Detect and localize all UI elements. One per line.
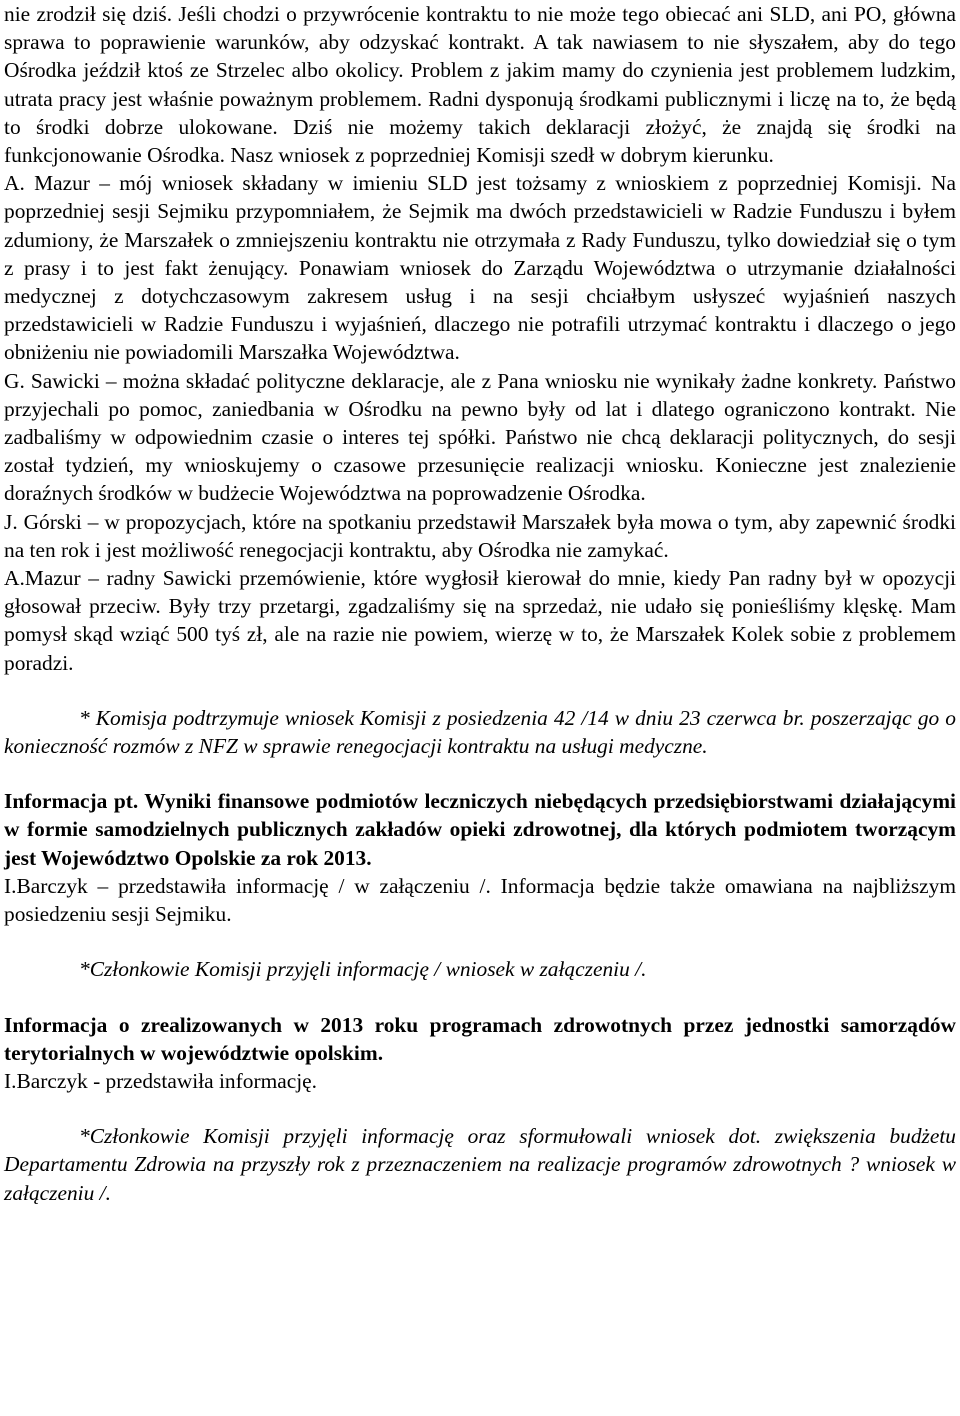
section-heading-financial-results: Informacja pt. Wyniki finansowe podmiotów leczniczych niebędących przedsiębiorstwami działającymi w formie samodzielnych publicznych zakładów opieki zdrowotnej, dla których podmiotem tworzącym jest Województwo Opolskie za rok 2013. [4, 789, 956, 870]
paragraph-barczyk-1: I.Barczyk – przedstawiła informację / w załączeniu /. Informacja będzie także omawiana na najbliższym posiedzeniu sesji Sejmiku. [4, 873, 956, 927]
paragraph-continuation: nie zrodził się dziś. Jeśli chodzi o przywrócenie kontraktu to nie może tego obiecać ani SLD, ani PO, główna sprawa to poprawienie warunków, aby odzyskać kontrakt. A tak nawiasem to nie słyszałem, aby do tego Ośrodka jeździł ktoś ze Strzelec albo okolicy. Problem z jakim mamy do czynienia jest problemem ludzkim, utrata pracy jest właśnie poważnym problemem. Radni dysponują środkami publicznymi i liczę na to, że będą to środki dobrze ulokowane. Dziś nie możemy takich deklaracji złożyć, że znajdą się środki na funkcjonowanie Ośrodka. Nasz wniosek z poprzedniej Komisji szedł w dobrym kierunku. [4, 2, 956, 168]
paragraph-barczyk-2: I.Barczyk - przedstawiła informację. [4, 1068, 317, 1093]
paragraph-mazur-2: A.Mazur – radny Sawicki przemówienie, które wygłosił kierował do mnie, kiedy Pan radny był w opozycji głosował przeciw. Były trzy przetargi, zgadzaliśmy się na sprzedaż, nie udało się ponieśliśmy klęskę. Mam pomysł skąd wziąć 500 tyś zł, ale na razie nie powiem, wierzę w to, że Marszałek Kolek sobie z problemem poradzi. [4, 566, 956, 675]
document-page [4, 0, 956, 1207]
resolution-commission-1: * Komisja podtrzymuje wniosek Komisji z posiedzenia 42 /14 w dniu 23 czerwca br. poszerzając go o konieczność rozmów z NFZ w sprawie renegocjacji kontraktu na usługi medyczne. [4, 705, 956, 759]
paragraph-mazur-1: A. Mazur – mój wniosek składany w imieniu SLD jest tożsamy z wnioskiem z poprzedniej Komisji. Na poprzedniej sesji Sejmiku przypomniałem, że Sejmik ma dwóch przedstawicieli w Radzie Funduszu i byłem zdumiony, że Marszałek o zmniejszeniu kontraktu nie otrzymała z Rady Funduszu, tylko dowiedział się o tym z prasy i to jest fakt żenujący. Ponawiam wniosek do Zarządu Województwa o utrzymanie działalności medycznej z dotychczasowym zakresem usług i na sesji chciałbym usłyszeć wyjaśnień naszych przedstawicieli w Radzie Funduszu i wyjaśnień, dlaczego nie potrafili utrzymać kontraktu i dlaczego o jego obniżeniu nie powiadomili Marszałka Województwa. [4, 171, 956, 365]
resolution-commission-3: *Członkowie Komisji przyjęli informację oraz sformułowali wniosek dot. zwiększenia budżetu Departamentu Zdrowia na przyszły rok z przeznaczeniem na realizacje programów zdrowotnych ? wniosek w załączeniu /. [4, 1124, 956, 1205]
resolution-commission-2: *Członkowie Komisji przyjęli informację / wniosek w załączeniu /. [79, 957, 647, 982]
paragraph-gorski: J. Górski – w propozycjach, które na spotkaniu przedstawił Marszałek była mowa o tym, aby zapewnić środki na ten rok i jest możliwość renegocjacji kontraktu, aby Ośrodka nie zamykać. [4, 509, 956, 562]
section-heading-health-programs: Informacja o zrealizowanych w 2013 roku programach zdrowotnych przez jednostki samorządów terytorialnych w województwie opolskim. [4, 1012, 956, 1065]
paragraph-sawicki: G. Sawicki – można składać polityczne deklaracje, ale z Pana wniosku nie wynikały żadne konkrety. Państwo przyjechali po pomoc, zaniedbania w Ośrodku na pewno były od lat i dlatego ograniczono kontrakt. Nie zadbaliśmy w odpowiednim czasie o interes tej spółki. Państwo nie chcą deklaracji politycznych, do sesji został tydzień, my wnioskujemy o czasowe przesunięcie realizacji wniosku. Konieczne jest znalezienie doraźnych środków w budżecie Województwa na poprowadzenie Ośrodka. [4, 368, 956, 506]
